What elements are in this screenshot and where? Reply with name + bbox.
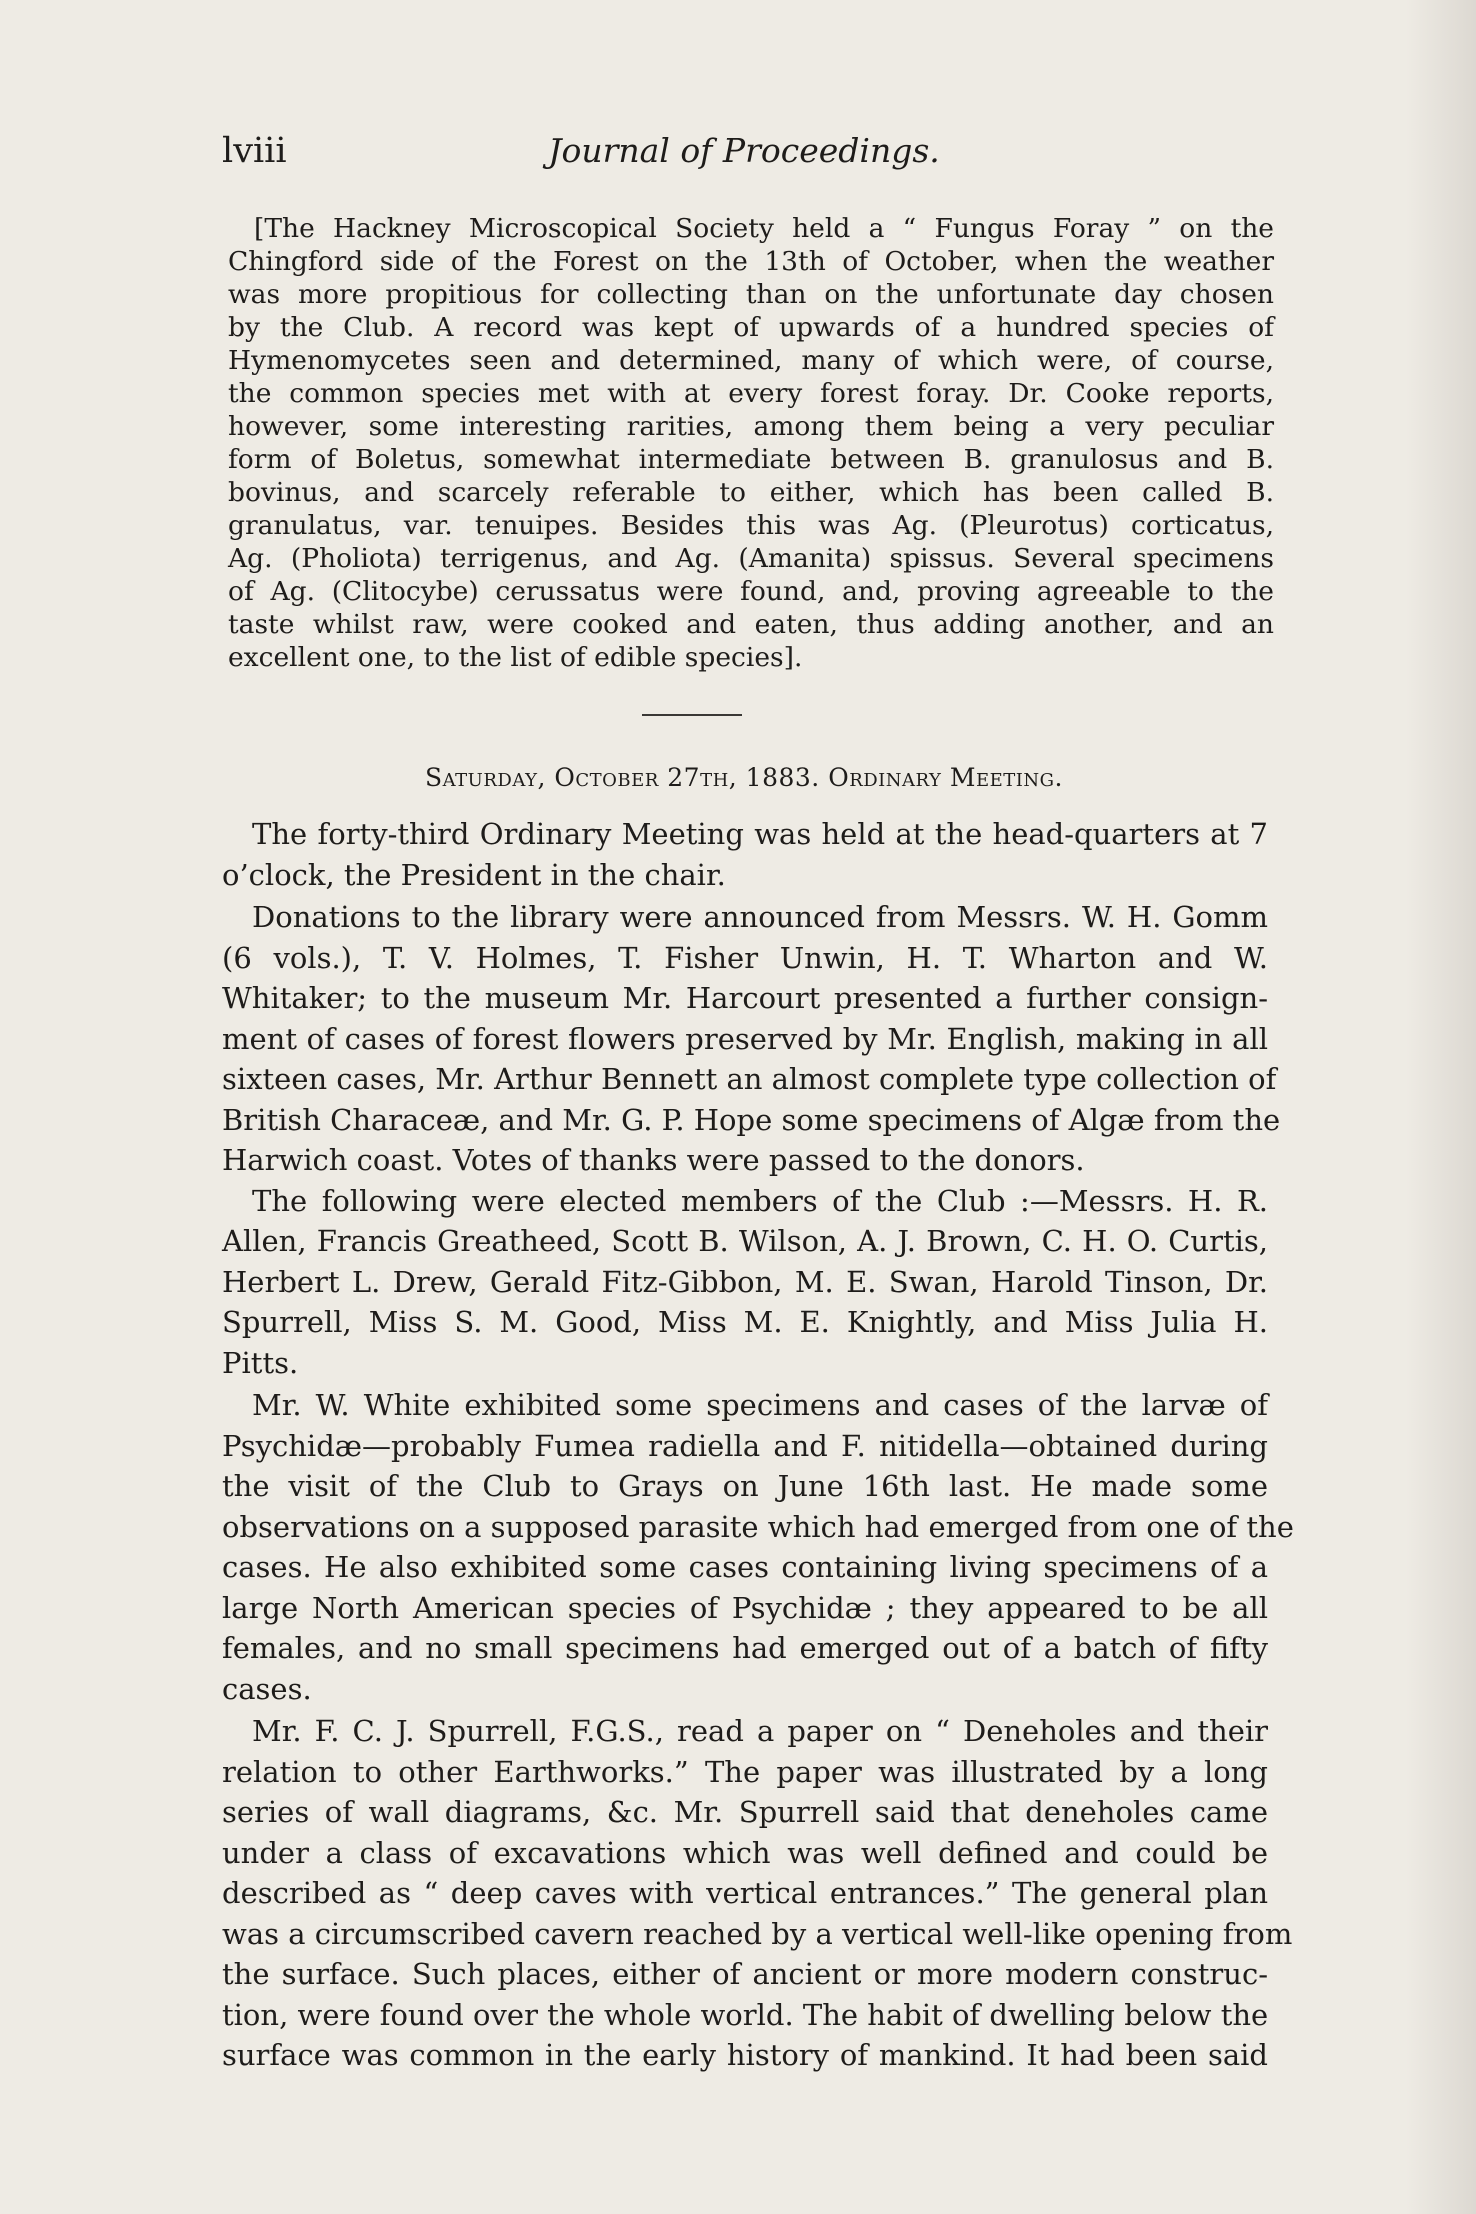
text-line: o’clock, the President in the chair. xyxy=(222,857,726,892)
text-line: British Characeæ, and Mr. G. P. Hope some specimens of Algæ from the xyxy=(222,1102,1281,1137)
text-line: was a circumscribed cavern reached by a vertical well-like opening from xyxy=(222,1916,1293,1951)
text-line: described as “ deep caves with vertical entrances.” The general plan xyxy=(222,1876,1268,1910)
text-line: ment of cases of forest flowers preserved by Mr. English, making in all xyxy=(222,1021,1268,1056)
text-line: (6 vols.), T. V. Holmes, T. Fisher Unwin, H. T. Wharton and W. xyxy=(222,940,1268,975)
running-head: Journal of Proceedings. xyxy=(548,131,940,170)
text-line: surface was common in the early history of mankind. It had been said xyxy=(222,2038,1268,2072)
text-line: granulatus, var. tenuipes. Besides this was Ag. (Pleurotus) corticatus, xyxy=(228,510,1274,541)
text-line: Whitaker; to the museum Mr. Harcourt presented a further consign- xyxy=(222,981,1268,1015)
text-line: the common species met with at every forest foray. Dr. Cooke reports, xyxy=(228,378,1274,409)
text-line: sixteen cases, Mr. Arthur Bennett an almost complete type collection of xyxy=(222,1062,1277,1096)
text-line: Mr. W. White exhibited some specimens and cases of the larvæ of xyxy=(252,1388,1268,1422)
text-line: taste whilst raw, were cooked and eaten, thus adding another, and an xyxy=(228,609,1274,640)
text-line: cases. He also exhibited some cases containing living specimens of a xyxy=(222,1550,1268,1584)
text-line: Hymenomycetes seen and determined, many of which were, of course, xyxy=(228,345,1274,376)
page-edge-shadow xyxy=(1406,0,1476,2214)
text-line: was more propitious for collecting than on the unfortunate day chosen xyxy=(228,279,1274,310)
text-line: the surface. Such places, either of ancient or more modern construc- xyxy=(222,1957,1268,1991)
hackney-fungus-foray-note xyxy=(228,212,1274,674)
text-line: Allen, Francis Greatheed, Scott B. Wilson, A. J. Brown, C. H. O. Curtis, xyxy=(222,1224,1268,1258)
text-line: under a class of excavations which was well defined and could be xyxy=(222,1835,1268,1870)
text-line: however, some interesting rarities, among them being a very peculiar xyxy=(228,411,1274,442)
text-line: Pitts. xyxy=(222,1345,299,1380)
text-line: the visit of the Club to Grays on June 16th last. He made some xyxy=(222,1469,1268,1503)
text-line: Harwich coast. Votes of thanks were passed to the donors. xyxy=(222,1143,1085,1177)
text-line: bovinus, and scarcely referable to either, which has been called B. xyxy=(228,477,1274,508)
page-number: lviii xyxy=(222,131,287,171)
meeting-heading: Saturday, October 27th, 1883. Ordinary Meeting. xyxy=(425,763,1063,792)
text-line: Donations to the library were announced from Messrs. W. H. Gomm xyxy=(252,900,1268,934)
text-line: Herbert L. Drew, Gerald Fitz-Gibbon, M. E. Swan, Harold Tinson, Dr. xyxy=(222,1264,1268,1299)
text-line: Mr. F. C. J. Spurrell, F.G.S., read a paper on “ Deneholes and their xyxy=(252,1714,1268,1748)
text-line: tion, were found over the whole world. The habit of dwelling below the xyxy=(222,1997,1269,2032)
text-line: Spurrell, Miss S. M. Good, Miss M. E. Knightly, and Miss Julia H. xyxy=(222,1305,1268,1339)
text-line: by the Club. A record was kept of upwards of a hundred species of xyxy=(228,312,1274,343)
text-line: The forty-third Ordinary Meeting was held at the head-quarters at 7 xyxy=(252,817,1268,851)
text-line: The following were elected members of the Club :—Messrs. H. R. xyxy=(252,1183,1268,1218)
text-line: females, and no small specimens had emerged out of a batch of fifty xyxy=(222,1631,1268,1665)
text-line: [The Hackney Microscopical Society held a “ Fungus Foray ” on the xyxy=(254,213,1274,244)
text-line: relation to other Earthworks.” The paper was illustrated by a long xyxy=(222,1754,1268,1789)
text-line: observations on a supposed parasite which had emerged from one of the xyxy=(222,1509,1294,1544)
meeting-minutes xyxy=(222,814,1294,2076)
text-line: form of Boletus, somewhat intermediate between B. granulosus and B. xyxy=(228,444,1274,475)
text-line: large North American species of Psychidæ ; they appeared to be all xyxy=(222,1590,1268,1625)
text-line: Ag. (Pholiota) terrigenus, and Ag. (Amanita) spissus. Several specimens xyxy=(228,543,1274,574)
text-line: excellent one, to the list of edible species]. xyxy=(228,642,803,673)
text-line: Psychidæ—probably Fumea radiella and F. nitidella—obtained during xyxy=(222,1428,1268,1463)
section-divider xyxy=(642,714,742,716)
text-line: series of wall diagrams, &c. Mr. Spurrell said that deneholes came xyxy=(222,1795,1268,1829)
text-line: Chingford side of the Forest on the 13th of October, when the weather xyxy=(228,246,1274,277)
text-line: of Ag. (Clitocybe) cerussatus were found, and, proving agreeable to the xyxy=(228,576,1274,607)
page-header xyxy=(222,126,1266,176)
text-line: cases. xyxy=(222,1671,312,1706)
